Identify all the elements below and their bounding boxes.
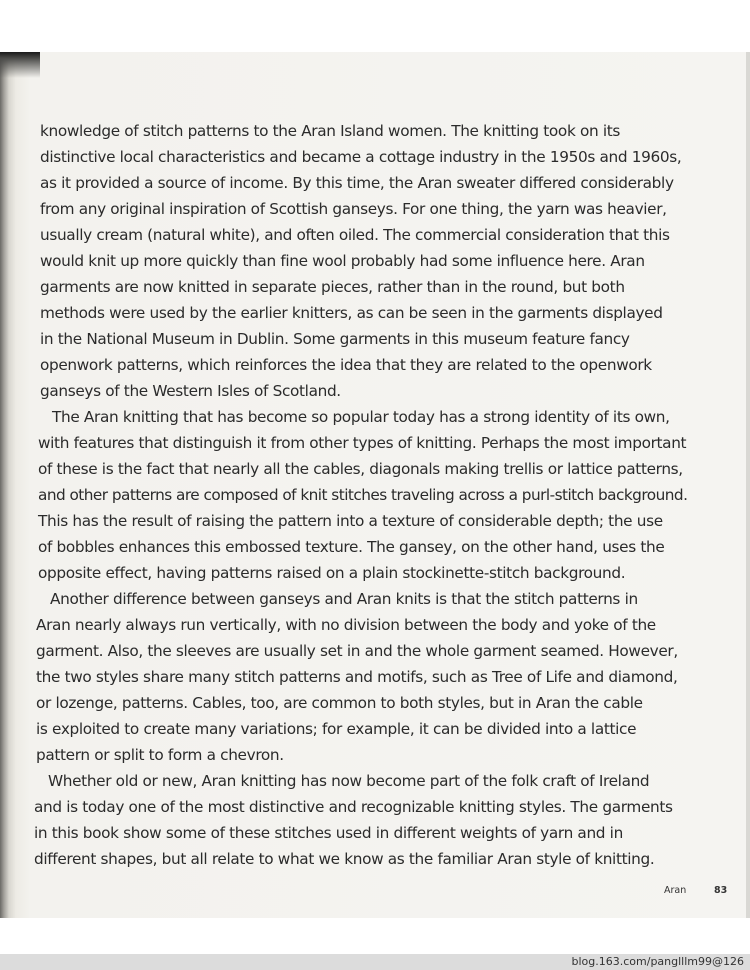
watermark-text: blog.163.com/panglllm99@126 bbox=[571, 955, 744, 968]
text-line: distinctive local characteristics and became a cottage industry in the 1950s and 1960s, bbox=[40, 148, 682, 166]
running-footer-title: Aran bbox=[664, 885, 687, 896]
text-line: pattern or split to form a chevron. bbox=[36, 746, 284, 764]
text-line: is exploited to create many variations; for example, it can be divided into a lattice bbox=[36, 720, 637, 738]
text-line: This has the result of raising the pattern into a texture of considerable depth; the use bbox=[38, 512, 663, 530]
text-line: in this book show some of these stitches used in different weights of yarn and in bbox=[34, 824, 623, 842]
text-line: as it provided a source of income. By this time, the Aran sweater differed considerably bbox=[40, 174, 674, 192]
text-line: knowledge of stitch patterns to the Aran Island women. The knitting took on its bbox=[40, 122, 620, 140]
text-line: different shapes, but all relate to what we know as the familiar Aran style of knitting. bbox=[34, 850, 655, 868]
text-line: ganseys of the Western Isles of Scotland. bbox=[40, 382, 341, 400]
text-line: openwork patterns, which reinforces the idea that they are related to the openwork bbox=[40, 356, 652, 374]
text-line: Another difference between ganseys and Aran knits is that the stitch patterns in bbox=[50, 590, 638, 608]
top-margin bbox=[0, 0, 750, 52]
text-line: or lozenge, patterns. Cables, too, are common to both styles, but in Aran the cable bbox=[36, 694, 643, 712]
text-line: from any original inspiration of Scottish ganseys. For one thing, the yarn was heavier, bbox=[40, 200, 667, 218]
text-line: would knit up more quickly than fine wool probably had some influence here. Aran bbox=[40, 252, 645, 270]
text-line: and is today one of the most distinctive and recognizable knitting styles. The garments bbox=[34, 798, 673, 816]
text-line: the two styles share many stitch patterns and motifs, such as Tree of Life and diamond, bbox=[36, 668, 678, 686]
text-line: of these is the fact that nearly all the cables, diagonals making trellis or lattice patterns, bbox=[38, 460, 683, 478]
page-number: 83 bbox=[714, 885, 728, 896]
text-line: in the National Museum in Dublin. Some garments in this museum feature fancy bbox=[40, 330, 630, 348]
text-line: usually cream (natural white), and often oiled. The commercial consideration that this bbox=[40, 226, 670, 244]
text-line: Aran nearly always run vertically, with no division between the body and yoke of the bbox=[36, 616, 656, 634]
text-line: The Aran knitting that has become so popular today has a strong identity of its own, bbox=[52, 408, 670, 426]
text-line: garment. Also, the sleeves are usually set in and the whole garment seamed. However, bbox=[36, 642, 678, 660]
page-right-edge bbox=[746, 52, 750, 918]
text-line: opposite effect, having patterns raised on a plain stockinette-stitch background. bbox=[38, 564, 626, 582]
text-line: garments are now knitted in separate pieces, rather than in the round, but both bbox=[40, 278, 625, 296]
text-line: with features that distinguish it from other types of knitting. Perhaps the most important bbox=[38, 434, 687, 452]
text-line: of bobbles enhances this embossed texture. The gansey, on the other hand, uses the bbox=[38, 538, 665, 556]
text-line: methods were used by the earlier knitters, as can be seen in the garments displayed bbox=[40, 304, 663, 322]
text-line: Whether old or new, Aran knitting has now become part of the folk craft of Ireland bbox=[48, 772, 650, 790]
text-line: and other patterns are composed of knit stitches traveling across a purl-stitch background. bbox=[38, 486, 688, 504]
